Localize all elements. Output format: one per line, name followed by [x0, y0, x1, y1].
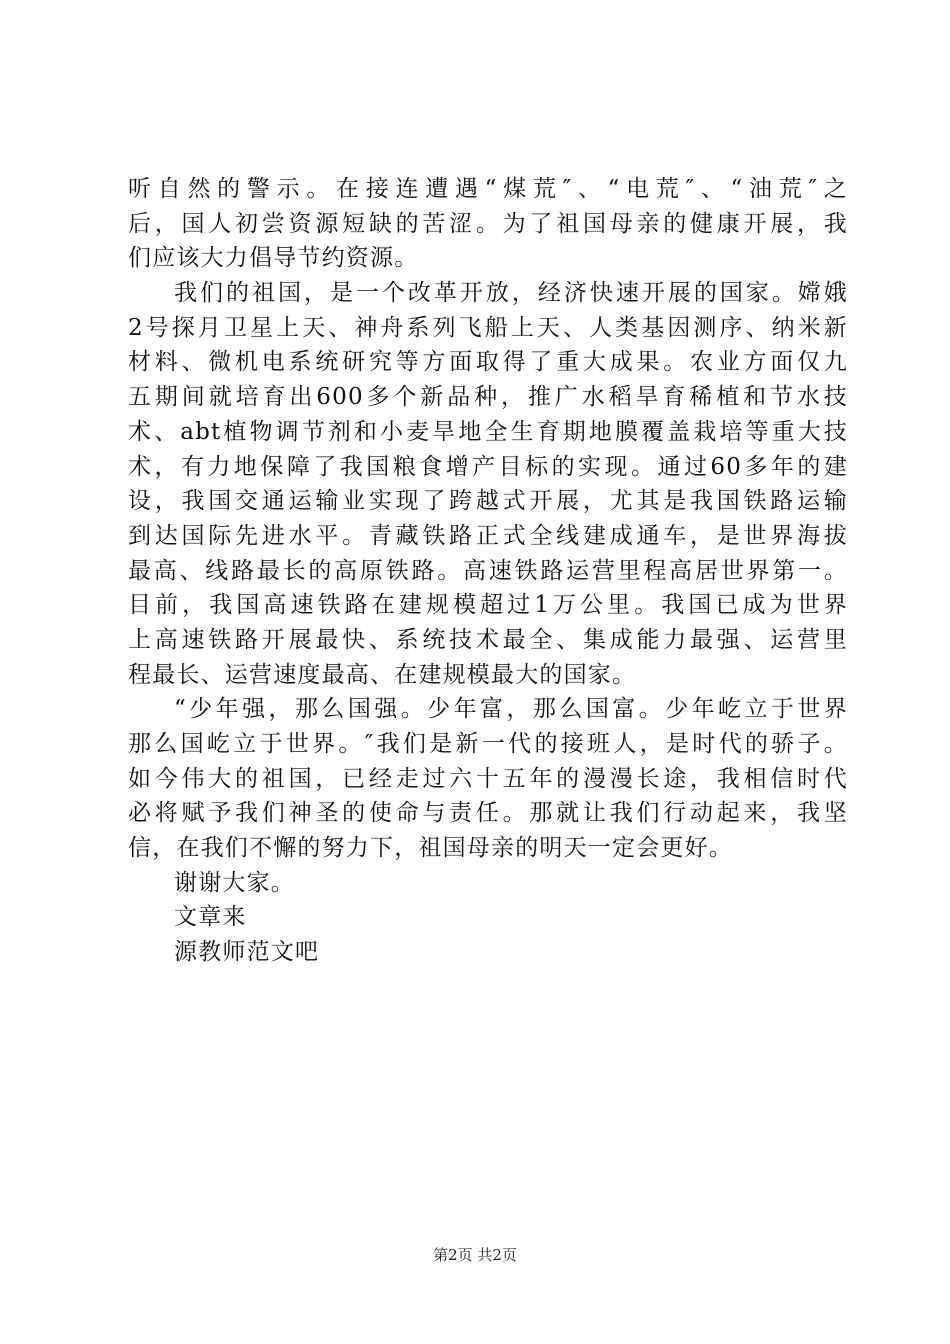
text-line: 上高速铁路开展最快、系统技术最全、集成能力最强、运营里	[128, 626, 848, 653]
text-line: 设，我国交通运输业实现了跨越式开展，尤其是我国铁路运输	[128, 488, 848, 515]
text-line: 术、abt植物调节剂和小麦旱地全生育期地膜覆盖栽培等重大技	[128, 418, 848, 445]
text-line: 2号探月卫星上天、神舟系列飞船上天、人类基因测序、纳米新	[128, 314, 848, 341]
document-body	[128, 172, 848, 970]
text-line: 文章来	[174, 904, 247, 931]
text-line: 信，在我们不懈的努力下，祖国母亲的明天一定会更好。	[128, 835, 733, 862]
text-line: 目前，我国高速铁路在建规模超过1万公里。我国已成为世界	[128, 592, 848, 619]
page-number-footer: 第2页 共2页	[433, 1246, 517, 1264]
text-line: 那么国屹立于世界。″我们是新一代的接班人，是时代的骄子。	[128, 731, 848, 757]
text-line: 如今伟大的祖国，已经走过六十五年的漫漫长途，我相信时代	[128, 765, 848, 792]
text-line: “少年强，那么国强。少年富，那么国富。少年屹立于世界	[174, 696, 848, 723]
text-line: 听自然的警示。在接连遭遇“煤荒″、“电荒″、“油荒″之	[128, 176, 848, 202]
text-line: 我们的祖国，是一个改革开放，经济快速开展的国家。嫦娥	[174, 280, 848, 307]
text-line: 五期间就培育出600多个新品种，推广水稻旱育稀植和节水技	[128, 384, 848, 411]
text-line: 术，有力地保障了我国粮食增产目标的实现。通过60多年的建	[128, 453, 848, 480]
text-line: 最高、线路最长的高原铁路。高速铁路运营里程高居世界第一。	[128, 557, 848, 584]
text-line: 必将赋予我们神圣的使命与责任。那就让我们行动起来，我坚	[128, 800, 848, 827]
text-line: 材料、微机电系统研究等方面取得了重大成果。农业方面仅九	[128, 349, 848, 376]
text-line: 程最长、运营速度最高、在建规模最大的国家。	[128, 661, 637, 688]
text-line: 源教师范文吧	[174, 939, 320, 966]
text-line: 后，国人初尝资源短缺的苦涩。为了祖国母亲的健康开展，我	[128, 210, 848, 237]
text-line: 谢谢大家。	[174, 869, 295, 896]
text-line: 到达国际先进水平。青藏铁路正式全线建成通车，是世界海拔	[128, 522, 848, 549]
text-line: 们应该大力倡导节约资源。	[128, 245, 419, 272]
